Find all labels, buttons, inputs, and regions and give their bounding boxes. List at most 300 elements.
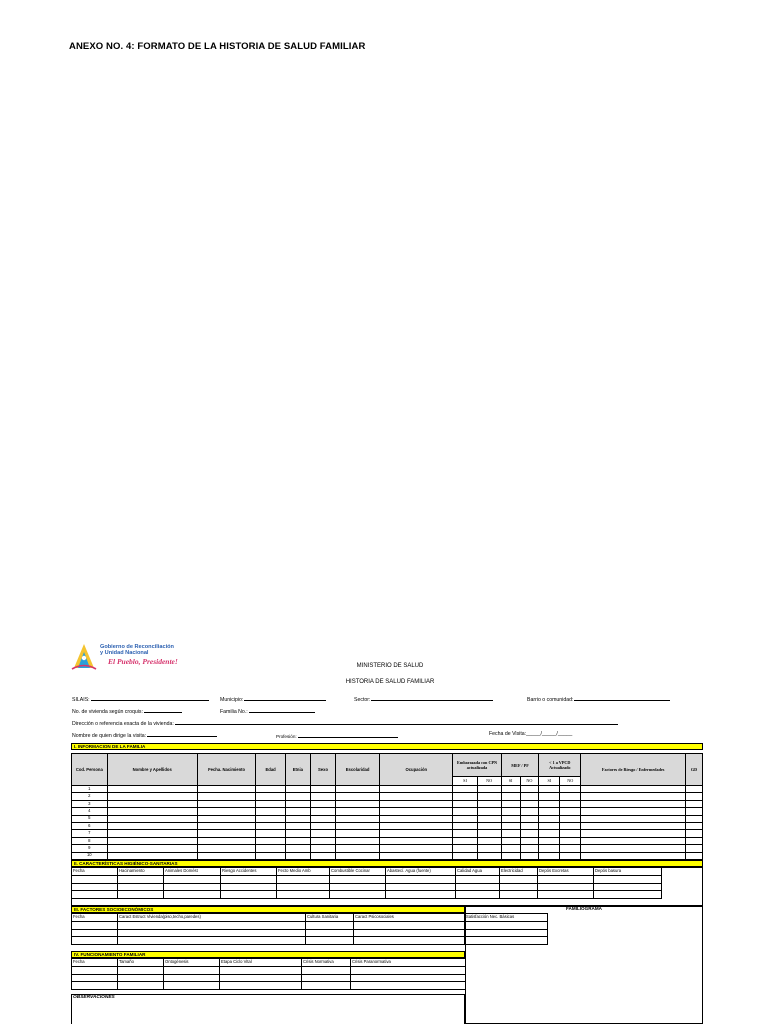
table-cell[interactable] [581, 815, 686, 822]
header-si: SI [501, 777, 520, 786]
header-cod-persona: Cod. Persona [72, 754, 108, 786]
table-cell[interactable] [310, 830, 335, 837]
header-mef: MEF / PF [501, 754, 539, 777]
table-cell[interactable] [354, 929, 465, 937]
table-cell[interactable] [285, 786, 310, 793]
table-cell[interactable] [197, 822, 256, 829]
direccion-field[interactable]: Dirección o referencia exacta de la vivienda: [72, 719, 618, 727]
table-cell[interactable] [538, 883, 594, 891]
table-cell[interactable] [310, 793, 335, 800]
table-cell[interactable] [380, 822, 453, 829]
table-cell[interactable] [197, 815, 256, 822]
table-cell[interactable] [256, 830, 285, 837]
table-cell[interactable] [354, 922, 465, 930]
column-header: Caract Psicosociales [354, 914, 465, 922]
table-row [72, 922, 548, 930]
table-cell[interactable] [285, 808, 310, 815]
table-cell[interactable] [686, 837, 703, 844]
table-cell[interactable] [118, 891, 164, 899]
table-cell[interactable] [453, 808, 477, 815]
table-cell[interactable] [330, 876, 386, 884]
table-cell[interactable] [560, 837, 581, 844]
hygiene-table [71, 867, 662, 899]
table-cell[interactable] [520, 837, 539, 844]
table-cell[interactable] [594, 883, 662, 891]
table-cell[interactable] [285, 822, 310, 829]
table-cell[interactable] [539, 822, 560, 829]
table-cell[interactable] [477, 852, 501, 859]
logo-line-1: Gobierno de Reconciliación [100, 644, 174, 650]
table-cell[interactable] [336, 808, 380, 815]
row-number: 6 [72, 822, 108, 829]
table-cell[interactable] [560, 815, 581, 822]
column-header: Ontogénesis [164, 959, 220, 967]
table-cell[interactable] [330, 883, 386, 891]
table-cell[interactable] [256, 793, 285, 800]
table-cell[interactable] [539, 815, 560, 822]
table-cell[interactable] [306, 922, 354, 930]
column-header: Combustible Cocinar [330, 868, 386, 876]
table-cell[interactable] [520, 845, 539, 852]
table-cell[interactable] [197, 837, 256, 844]
logo-line-2: y Unidad Nacional [100, 650, 149, 656]
row-number: 5 [72, 815, 108, 822]
table-cell[interactable] [456, 883, 500, 891]
ministry-name: MINISTERIO DE SALUD [356, 663, 424, 669]
table-cell[interactable] [501, 852, 520, 859]
table-cell[interactable] [686, 793, 703, 800]
table-cell[interactable] [310, 808, 335, 815]
government-logo [70, 638, 194, 674]
table-cell[interactable] [285, 815, 310, 822]
column-header: Electricidad [500, 868, 538, 876]
barrio-field[interactable]: Barrio o comunidad: [527, 695, 670, 703]
table-cell[interactable] [501, 845, 520, 852]
table-cell[interactable] [520, 808, 539, 815]
document-title: ANEXO NO. 4: FORMATO DE LA HISTORIA DE SALUD FAMILIAR [69, 41, 366, 52]
table-cell[interactable] [220, 967, 302, 975]
section-4-title: IV. FUNCIONAMIENTO FAMILIAR [71, 951, 465, 958]
familia-field[interactable]: Familia No.: [220, 707, 315, 715]
table-cell[interactable] [197, 800, 256, 807]
table-cell[interactable] [256, 800, 285, 807]
table-cell[interactable] [581, 786, 686, 793]
sector-field[interactable]: Sector: [354, 695, 493, 703]
table-cell[interactable] [107, 800, 197, 807]
table-cell[interactable] [560, 793, 581, 800]
table-cell[interactable] [501, 808, 520, 815]
table-cell[interactable] [107, 793, 197, 800]
table-header-row [72, 868, 662, 876]
table-cell[interactable] [164, 967, 220, 975]
socioeconomic-table [71, 913, 548, 945]
table-cell[interactable] [118, 922, 306, 930]
table-cell[interactable] [465, 929, 548, 937]
table-cell[interactable] [256, 822, 285, 829]
table-cell[interactable] [72, 883, 118, 891]
table-cell[interactable] [560, 852, 581, 859]
table-cell[interactable] [538, 876, 594, 884]
table-cell[interactable] [686, 808, 703, 815]
table-cell[interactable] [285, 793, 310, 800]
table-cell[interactable] [277, 891, 330, 899]
header-embarazada: Embarazada con CPN actualizada [453, 754, 501, 777]
table-cell[interactable] [310, 822, 335, 829]
table-cell[interactable] [539, 793, 560, 800]
table-cell[interactable] [310, 800, 335, 807]
table-cell[interactable] [581, 830, 686, 837]
table-cell[interactable] [107, 786, 197, 793]
table-cell[interactable] [581, 822, 686, 829]
table-cell[interactable] [520, 822, 539, 829]
table-cell[interactable] [560, 800, 581, 807]
table-cell[interactable] [539, 852, 560, 859]
table-cell[interactable] [380, 793, 453, 800]
row-number: 9 [72, 845, 108, 852]
table-row [72, 845, 703, 852]
nombre-visita-field[interactable]: Nombre de quien dirige la visita: [72, 731, 217, 739]
table-cell[interactable] [686, 852, 703, 859]
table-cell[interactable] [72, 891, 118, 899]
table-cell[interactable] [453, 830, 477, 837]
table-cell[interactable] [277, 876, 330, 884]
table-cell[interactable] [453, 845, 477, 852]
column-header: Caract Estruct Vivienda(piso,techo,paredes) [118, 914, 306, 922]
table-cell[interactable] [256, 786, 285, 793]
table-cell[interactable] [520, 793, 539, 800]
table-cell[interactable] [118, 974, 164, 982]
table-cell[interactable] [477, 786, 501, 793]
table-cell[interactable] [539, 830, 560, 837]
table-cell[interactable] [380, 852, 453, 859]
table-cell[interactable] [560, 822, 581, 829]
table-cell[interactable] [456, 891, 500, 899]
table-cell[interactable] [386, 883, 456, 891]
table-cell[interactable] [336, 830, 380, 837]
table-cell[interactable] [107, 815, 197, 822]
table-cell[interactable] [501, 815, 520, 822]
table-cell[interactable] [118, 883, 164, 891]
table-row [72, 852, 703, 859]
header-vpcd: < 1 a VPCD Actualizado [539, 754, 581, 777]
header-ocupacion: Ocupación [380, 754, 453, 786]
table-cell[interactable] [500, 876, 538, 884]
row-number: 1 [72, 786, 108, 793]
table-cell[interactable] [302, 974, 351, 982]
table-cell[interactable] [351, 967, 466, 975]
table-cell[interactable] [560, 808, 581, 815]
table-row [72, 793, 703, 800]
table-cell[interactable] [72, 982, 118, 990]
observaciones-box[interactable] [71, 994, 465, 1024]
table-cell[interactable] [520, 786, 539, 793]
table-cell[interactable] [453, 837, 477, 844]
table-cell[interactable] [336, 793, 380, 800]
table-cell[interactable] [336, 822, 380, 829]
table-row [72, 891, 662, 899]
table-cell[interactable] [453, 800, 477, 807]
table-cell[interactable] [164, 982, 220, 990]
table-cell[interactable] [285, 852, 310, 859]
table-cell[interactable] [477, 837, 501, 844]
table-cell[interactable] [477, 800, 501, 807]
column-header: Crisis Normativa [302, 959, 351, 967]
table-cell[interactable] [221, 891, 277, 899]
table-row [72, 815, 703, 822]
table-cell[interactable] [310, 837, 335, 844]
table-cell[interactable] [520, 815, 539, 822]
table-cell[interactable] [594, 891, 662, 899]
table-cell[interactable] [285, 845, 310, 852]
table-cell[interactable] [336, 845, 380, 852]
table-cell[interactable] [310, 852, 335, 859]
table-cell[interactable] [221, 883, 277, 891]
table-cell[interactable] [197, 793, 256, 800]
section-3-title: III. FACTORES SOCIOECONÓMICOS [71, 906, 465, 913]
table-cell[interactable] [501, 800, 520, 807]
table-cell[interactable] [351, 974, 466, 982]
table-cell[interactable] [380, 800, 453, 807]
table-cell[interactable] [220, 982, 302, 990]
table-row [72, 837, 703, 844]
table-cell[interactable] [72, 922, 118, 930]
table-cell[interactable] [72, 876, 118, 884]
profesion-field[interactable]: Profesión: [276, 732, 398, 739]
header-no: NO [560, 777, 581, 786]
column-header: Fecha [72, 868, 118, 876]
row-number: 3 [72, 800, 108, 807]
table-cell[interactable] [107, 845, 197, 852]
table-cell[interactable] [256, 837, 285, 844]
table-cell[interactable] [107, 830, 197, 837]
table-cell[interactable] [380, 808, 453, 815]
table-cell[interactable] [501, 822, 520, 829]
table-cell[interactable] [520, 852, 539, 859]
table-cell[interactable] [118, 967, 164, 975]
table-cell[interactable] [686, 830, 703, 837]
header-fecha-nacimiento: Fecha. Nacimiento [197, 754, 256, 786]
table-cell[interactable] [107, 837, 197, 844]
column-header: Etapa Ciclo Vital [220, 959, 302, 967]
row-number: 8 [72, 837, 108, 844]
table-cell[interactable] [386, 891, 456, 899]
table-cell[interactable] [256, 852, 285, 859]
table-cell[interactable] [256, 808, 285, 815]
table-cell[interactable] [477, 793, 501, 800]
table-cell[interactable] [310, 786, 335, 793]
table-cell[interactable] [336, 837, 380, 844]
table-cell[interactable] [581, 845, 686, 852]
table-cell[interactable] [560, 830, 581, 837]
table-cell[interactable] [354, 937, 465, 945]
table-cell[interactable] [107, 852, 197, 859]
table-cell[interactable] [380, 845, 453, 852]
table-cell[interactable] [302, 982, 351, 990]
table-cell[interactable] [501, 830, 520, 837]
header-si: SI [539, 777, 560, 786]
table-cell[interactable] [560, 786, 581, 793]
table-cell[interactable] [686, 845, 703, 852]
header-nombre: Nombre y Apellidos [107, 754, 197, 786]
table-cell[interactable] [306, 937, 354, 945]
table-cell[interactable] [477, 822, 501, 829]
table-cell[interactable] [164, 876, 221, 884]
table-cell[interactable] [539, 800, 560, 807]
table-cell[interactable] [310, 815, 335, 822]
column-header: Satisfacción Nec. Básicas [465, 914, 548, 922]
table-cell[interactable] [107, 808, 197, 815]
table-cell[interactable] [118, 876, 164, 884]
column-header: Tamaño [118, 959, 164, 967]
table-cell[interactable] [380, 815, 453, 822]
table-cell[interactable] [72, 929, 118, 937]
table-cell[interactable] [164, 974, 220, 982]
table-cell[interactable] [500, 883, 538, 891]
table-cell[interactable] [386, 876, 456, 884]
table-cell[interactable] [380, 837, 453, 844]
table-cell[interactable] [72, 974, 118, 982]
table-cell[interactable] [581, 800, 686, 807]
table-cell[interactable] [336, 852, 380, 859]
table-cell[interactable] [500, 891, 538, 899]
table-cell[interactable] [686, 786, 703, 793]
table-cell[interactable] [539, 786, 560, 793]
table-cell[interactable] [581, 793, 686, 800]
table-cell[interactable] [336, 786, 380, 793]
table-cell[interactable] [453, 815, 477, 822]
table-cell[interactable] [164, 891, 221, 899]
header-escolaridad: Escolaridad [336, 754, 380, 786]
table-row [72, 830, 703, 837]
header-factores-riesgo: Factores de Riesgo / Enfermedades [581, 754, 686, 786]
table-cell[interactable] [539, 808, 560, 815]
table-cell[interactable] [197, 808, 256, 815]
table-cell[interactable] [118, 982, 164, 990]
table-cell[interactable] [302, 967, 351, 975]
table-cell[interactable] [686, 800, 703, 807]
header-no: NO [477, 777, 501, 786]
table-cell[interactable] [501, 837, 520, 844]
municipio-field[interactable]: Municipio: [220, 695, 326, 703]
column-header: Hacinamiento [118, 868, 164, 876]
logo-slogan: El Pueblo, Presidente! [108, 657, 178, 666]
table-cell[interactable] [380, 786, 453, 793]
table-cell[interactable] [477, 845, 501, 852]
table-cell[interactable] [560, 845, 581, 852]
column-header: Fecto Medio Amb [277, 868, 330, 876]
table-cell[interactable] [465, 937, 548, 945]
column-header: Calidad Agua [456, 868, 500, 876]
table-cell[interactable] [453, 793, 477, 800]
column-header: Animales Domést [164, 868, 221, 876]
table-cell[interactable] [285, 837, 310, 844]
table-cell[interactable] [594, 876, 662, 884]
section-2-title: II. CARACTERÍSTICAS HIGIÉNICO-SANITARIAS [71, 860, 703, 867]
section-1-title: I. INFORMACION DE LA FAMILIA [71, 743, 703, 750]
table-cell[interactable] [330, 891, 386, 899]
table-cell[interactable] [118, 929, 306, 937]
table-cell[interactable] [520, 800, 539, 807]
table-row [72, 937, 548, 945]
header-edad: Edad [256, 754, 285, 786]
column-header: Cultura Sanitaria [306, 914, 354, 922]
table-cell[interactable] [310, 845, 335, 852]
table-cell[interactable] [477, 815, 501, 822]
table-cell[interactable] [118, 937, 306, 945]
table-cell[interactable] [581, 852, 686, 859]
table-cell[interactable] [220, 974, 302, 982]
table-cell[interactable] [351, 982, 466, 990]
table-cell[interactable] [336, 815, 380, 822]
table-cell[interactable] [164, 883, 221, 891]
table-cell[interactable] [306, 929, 354, 937]
table-cell[interactable] [72, 937, 118, 945]
row-number: 2 [72, 793, 108, 800]
table-row [72, 786, 703, 793]
header-no: NO [520, 777, 539, 786]
table-cell[interactable] [477, 808, 501, 815]
header-gd: GD [686, 754, 703, 786]
table-cell[interactable] [197, 786, 256, 793]
table-cell[interactable] [256, 845, 285, 852]
table-row [72, 822, 703, 829]
silais-field[interactable]: SILAIS: [72, 695, 209, 703]
table-cell[interactable] [256, 815, 285, 822]
family-info-table [71, 753, 703, 860]
table-cell[interactable] [285, 830, 310, 837]
vivienda-field[interactable]: No. de vivienda según croquis: [72, 707, 182, 715]
table-cell[interactable] [686, 815, 703, 822]
table-cell[interactable] [197, 845, 256, 852]
table-cell[interactable] [538, 891, 594, 899]
table-cell[interactable] [453, 786, 477, 793]
table-cell[interactable] [453, 822, 477, 829]
table-cell[interactable] [501, 793, 520, 800]
table-cell[interactable] [197, 830, 256, 837]
table-cell[interactable] [581, 808, 686, 815]
row-number: 10 [72, 852, 108, 859]
table-cell[interactable] [456, 876, 500, 884]
column-header: Riesgo Accidentes [221, 868, 277, 876]
family-functioning-table [71, 958, 466, 990]
table-cell[interactable] [686, 822, 703, 829]
table-cell[interactable] [539, 837, 560, 844]
fecha-visita-field[interactable]: Fecha de Visita:_____/_____/_____ [489, 731, 573, 737]
table-cell[interactable] [285, 800, 310, 807]
form-title: HISTORIA DE SALUD FAMILIAR [345, 679, 435, 685]
table-cell[interactable] [453, 852, 477, 859]
table-cell[interactable] [520, 830, 539, 837]
table-cell[interactable] [380, 830, 453, 837]
table-header-row [72, 959, 466, 967]
table-cell[interactable] [501, 786, 520, 793]
table-cell[interactable] [581, 837, 686, 844]
table-cell[interactable] [197, 852, 256, 859]
table-cell[interactable] [277, 883, 330, 891]
table-cell[interactable] [221, 876, 277, 884]
table-cell[interactable] [107, 822, 197, 829]
familiograma-title: FAMILIOGRAMA [566, 906, 602, 911]
table-row [72, 929, 548, 937]
table-cell[interactable] [477, 830, 501, 837]
table-cell[interactable] [465, 922, 548, 930]
table-cell[interactable] [72, 967, 118, 975]
column-header: Fecha [72, 959, 118, 967]
header-etnia: Etnia [285, 754, 310, 786]
table-cell[interactable] [539, 845, 560, 852]
header-sexo: Sexo [310, 754, 335, 786]
table-cell[interactable] [336, 800, 380, 807]
